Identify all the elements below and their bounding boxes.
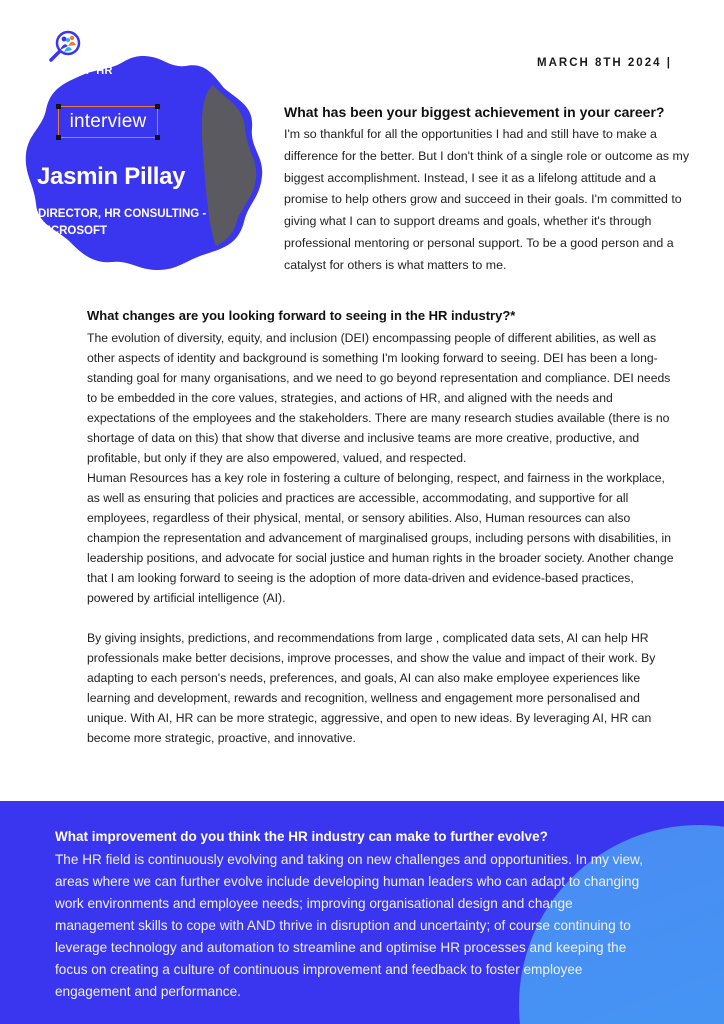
interview-tag-label: interview xyxy=(69,111,147,132)
question-block-changes xyxy=(87,306,677,748)
answer-text: The HR field is continuously evolving and taking on new challenges and opportunities. In my view, areas where we can further evolve include developing human leaders who can adapt to changing work environments and employee needs; improving organisational design and change management skills to cope with AND thrive in disruption and uncertainty; of course continuing to leverage technology and automation to streamline and optimise HR processes and keeping the focus on creating a culture of continuous improvement and feedback to foster employee engagement and performance. xyxy=(55,852,643,999)
footer-band xyxy=(0,801,724,1024)
interview-tag xyxy=(58,106,158,138)
question-block-improvement xyxy=(55,827,655,1003)
question-block-achievement xyxy=(284,102,694,277)
answer-text: I'm so thankful for all the opportunities I had and still have to make a difference for the better. But I don't think of a single role or outcome as my biggest accomplishment. Instead, I see it as a lifelong attitude and a promise to help others grow and succeed in their goals. I'm committed to giving what I can to support dreams and goals, whether it's through professional mentoring or personal support. To be a good person and a catalyst for others is what matters to me. xyxy=(284,127,690,272)
answer-paragraph-3: By giving insights, predictions, and recommendations from large , complicated data sets, AI can help HR professionals make better decisions, improve processes, and show the value and impact of their work. By adapting to each person's needs, preferences, and goals, AI can also make employee experiences like learning and development, rewards and recognition, wellness and engagement more personalised and unique. With AI, HR can be more strategic, aggressive, and open to new ideas. By leveraging AI, HR can become more strategic, proactive, and innovative. xyxy=(87,631,656,745)
answer-paragraph-1: The evolution of diversity, equity, and inclusion (DEI) encompassing people of different abilities, as well as other aspects of identity and background is something I'm looking forward to seeing. DEI has been a long-standing goal for many organisations, and we need to go beyond representation and compliance. DEI needs to be embedded in the core values, strategies, and actions of HR, and aligned with the needs and expectations of the employees and the stakeholders. There are many research studies available (there is no shortage of data on this) that show that diverse and inclusive teams are more creative, productive, and profitable, but only if they are also empowered, valued, and respected. xyxy=(87,331,671,465)
question-heading: What improvement do you think the HR industry can make to further evolve? xyxy=(55,829,548,844)
interviewee-name: Jasmin Pillay xyxy=(37,163,186,190)
question-heading: What changes are you looking forward to seeing in the HR industry?* xyxy=(87,308,516,323)
interviewee-role: DIRECTOR, HR CONSULTING - MICROSOFT xyxy=(38,208,207,237)
answer-paragraph-2: Human Resources has a key role in fostering a culture of belonging, respect, and fairness in the workplace, as well as ensuring that policies and practices are accessible, accommodating, and supportive for all employees, regardless of their physical, mental, or sensory abilities. Also, Human resources can also champion the representation and advancement of marginalised groups, including persons with disabilities, in leadership positions, and advocate for social justice and human rights in the broader society. Another change that I am looking forward to seeing is the adoption of more data-driven and evidence-based practices, powered by artificial intelligence (AI). xyxy=(87,471,674,605)
title-badge-shape xyxy=(18,48,268,274)
question-heading: What has been your biggest achievement in your career? xyxy=(284,104,665,120)
publication-date: MARCH 8TH 2024 | xyxy=(537,57,672,69)
badge-section-label: OF HR xyxy=(77,65,113,77)
